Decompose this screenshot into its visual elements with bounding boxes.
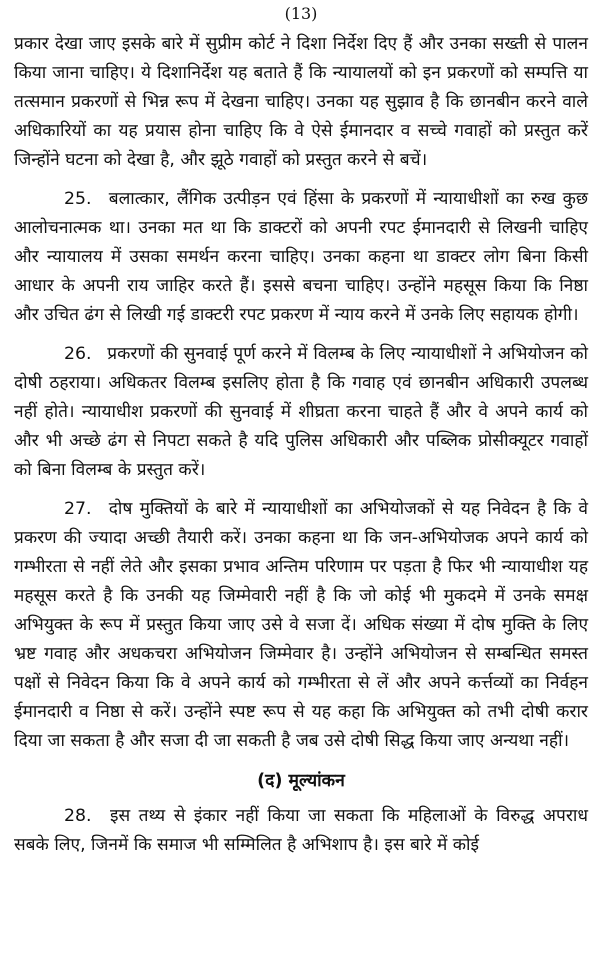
paragraph-number: 28.: [64, 806, 92, 826]
paragraph-text: प्रकार देखा जाए इसके बारे में सुप्रीम कोर्ट ने दिशा निर्देश दिए हैं और उनका सख्ती से पालन किया जाना चाहिए। ये दिशानिर्देश यह बताते हैं कि न्यायालयों को इन प्रकरणों को सम्पत्ति या तत्समान प्रकरणों से भिन्न रूप में देखना चाहिए। उनका यह सुझाव है कि छानबीन करने वाले अधिकारियों का यह प्रयास होना चाहिए कि वे ऐसे ईमानदार व सच्चे गवाहों को प्रस्तुत करें जिन्होंने घटना को देखा है, और झूठे गवाहों को प्रस्तुत करने से बचें।: [14, 34, 588, 170]
section-heading: (द) मूल्यांकन: [257, 771, 345, 791]
paragraph-number: 27.: [64, 499, 92, 519]
paragraph-27: [14, 495, 588, 756]
paragraph-number: 26.: [64, 344, 92, 364]
paragraph-continued: [14, 30, 588, 175]
paragraph-text: प्रकरणों की सुनवाई पूर्ण करने में विलम्ब के लिए न्यायाधीशों ने अभियोजन को दोषी ठहराया। अधिकतर विलम्ब इसलिए होता है कि गवाह एवं छानबीन अधिकारी उपलब्ध नहीं होते। न्यायाधीश प्रकरणों की सुनवाई में शीघ्रता करना चाहते हैं और वे अपने कार्य को और भी अच्छे ढंग से निपटा सकते है यदि पुलिस अधिकारी और पब्लिक प्रोसीक्यूटर गवाहों को बिना विलम्ब के प्रस्तुत करें।: [14, 344, 589, 480]
paragraph-28: [14, 802, 588, 860]
paragraph-text: दोष मुक्तियों के बारे में न्यायाधीशों का अभियोजकों से यह निवेदन है कि वे प्रकरण की ज्यादा अच्छी तैयारी करें। उनका कहना था कि जन-अभियोजक अपने कार्य को गम्भीरता से नहीं लेते और इसका प्रभाव अन्तिम परिणाम पर पड़ता है फिर भी न्यायाधीश यह महसूस करते है कि उनकी यह जिम्मेवारी नहीं है कि जो कोई भी मुकदमे में उनके समक्ष अभियुक्त के रूप में प्रस्तुत किया जाए उसे वे सजा दें। अधिक संख्या में दोष मुक्ति के लिए भ्रष्ट गवाह और अधकचरा अभियोजन जिम्मेवार है। उन्होंने अभियोजन से सम्बन्धित समस्त पक्षों से निवेदन किया कि वे अपने कार्य को गम्भीरता से लें और अपने कर्त्तव्यों का निर्वहन ईमानदारी व निष्ठा से करें। उन्होंने स्पष्ट रूप से यह कहा कि अभियुक्त को तभी दोषी करार दिया जा सकता है और सजा दी जा सकती है जब उसे दोषी सिद्ध किया जाए अन्यथा नहीं।: [14, 499, 588, 751]
paragraph-number: 25.: [64, 189, 92, 209]
paragraph-text: बलात्कार, लैंगिक उत्पीड़न एवं हिंसा के प्रकरणों में न्यायाधीशों का रुख कुछ आलोचनात्मक था। उनका मत था कि डाक्टरों को अपनी रपट ईमानदारी से लिखनी चाहिए और न्यायालय में उसका समर्थन करना चाहिए। उनका कहना था डाक्टर लोग बिना किसी आधार के अपनी राय जाहिर करते हैं। इससे बचना चाहिए। उन्होंने महसूस किया कि निष्ठा और उचित ढंग से लिखी गई डाक्टरी रपट प्रकरण में न्याय करने में उनके लिए सहायक होगी।: [14, 189, 588, 325]
page-number: (13): [284, 4, 318, 23]
paragraph-26: [14, 340, 588, 485]
paragraph-25: [14, 185, 588, 330]
paragraph-text: इस तथ्य से इंकार नहीं किया जा सकता कि महिलाओं के विरुद्ध अपराध सबके लिए, जिनमें कि समाज भी सम्मिलित है अभिशाप है। इस बारे में कोई: [14, 806, 588, 855]
